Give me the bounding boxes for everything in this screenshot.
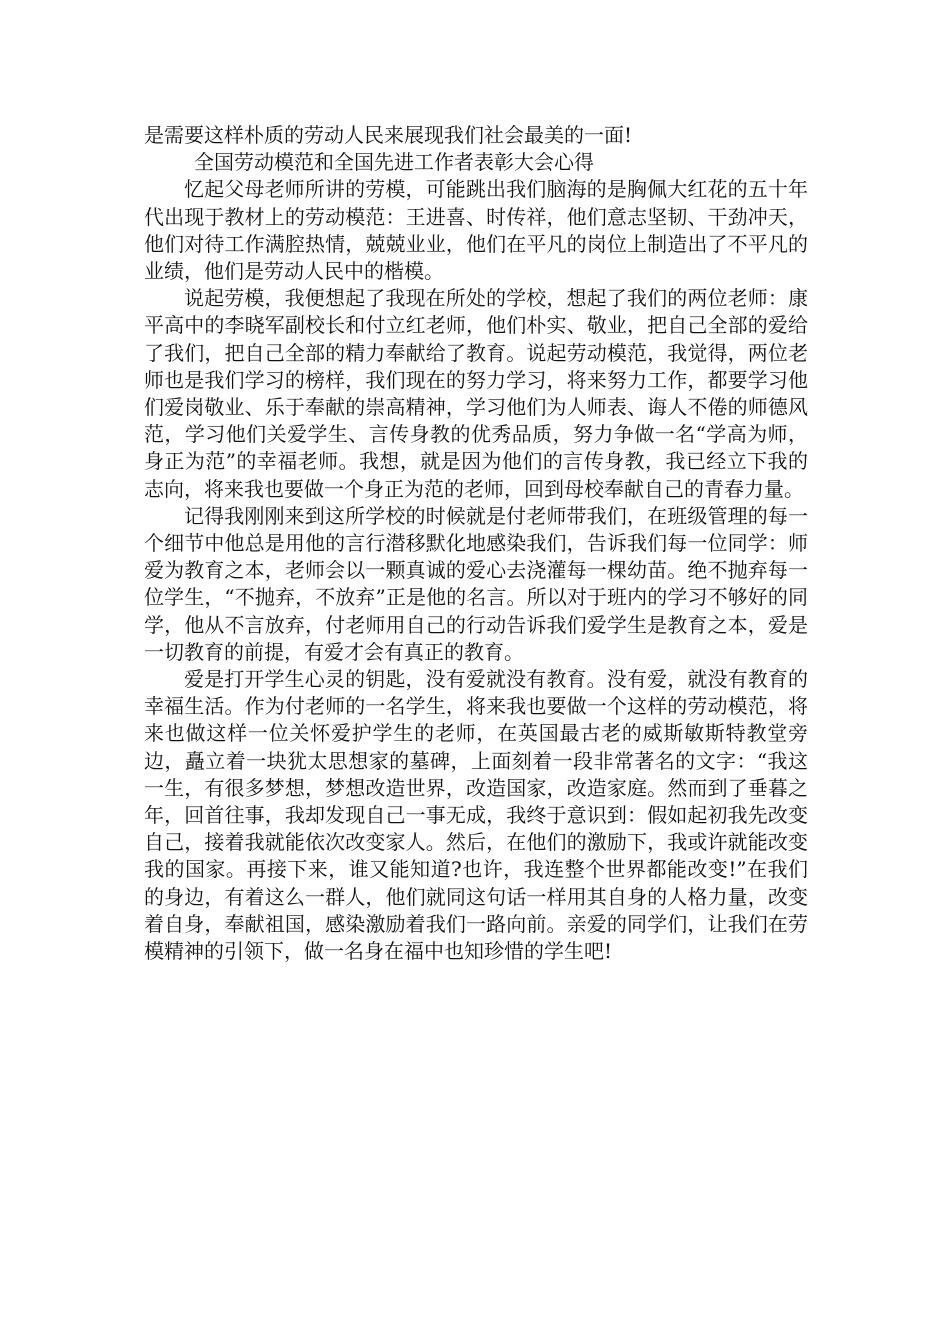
lead-paragraph: 是需要这样朴质的劳动人民来展现我们社会最美的一面! — [144, 123, 633, 147]
body-paragraph-1: 忆起父母老师所讲的劳模，可能跳出我们脑海的是胸佩大红花的五十年代出现于教材上的劳动模范：王进喜、时传祥，他们意志坚韧、干劲冲天，他们对待工作满腔热情，兢兢业业，他们在平凡的岗位上制造出了不平凡的业绩，他们是劳动人民中的楷模。 — [144, 177, 808, 284]
document-title: 全国劳动模范和全国先进工作者表彰大会心得 — [194, 150, 594, 175]
body-paragraph-3: 记得我刚刚来到这所学校的时候就是付老师带我们，在班级管理的每一个细节中他总是用他的言行潜移默化地感染我们，告诉我们每一位同学：师爱为教育之本，老师会以一颗真诚的爱心去浇灌每一棵幼苗。绝不抛弃每一位学生，“不抛弃，不放弃”正是他的名言。所以对于班内的学习不够好的同学，他从不言放弃，付老师用自己的行动告诉我们爱学生是教育之本，爱是一切教育的前提，有爱才会有真正的教育。 — [144, 503, 808, 664]
document-page — [144, 122, 808, 965]
body-paragraph-4: 爱是打开学生心灵的钥匙，没有爱就没有教育。没有爱，就没有教育的幸福生活。作为付老师的一名学生，将来我也要做一个这样的劳动模范，将来也做这样一位关怀爱护学生的老师，在英国最古老的威斯敏斯特教堂旁边，矗立着一块犹太思想家的墓碑，上面刻着一段非常著名的文字：“我这一生，有很多梦想，梦想改造世界，改造国家，改造家庭。然而到了垂暮之年，回首往事，我却发现自己一事无成，我终于意识到：假如起初我先改变自己，接着我就能依次改变家人。然后，在他们的激励下，我或许就能改变我的国家。再接下来，谁又能知道?也许，我连整个世界都能改变!”在我们的身边，有着这么一群人，他们就同这句话一样用其自身的人格力量，改变着自身，奉献祖国，感染激励着我们一路向前。亲爱的同学们，让我们在劳模精神的引领下，做一名身在福中也知珍惜的学生吧! — [144, 667, 808, 964]
body-paragraph-2: 说起劳模，我便想起了我现在所处的学校，想起了我们的两位老师：康平高中的李晓军副校长和付立红老师，他们朴实、敬业，把自己全部的爱给了我们，把自己全部的精力奉献给了教育。说起劳动模范，我觉得，两位老师也是我们学习的榜样，我们现在的努力学习，将来努力工作，都要学习他们爱岗敬业、乐于奉献的崇高精神，学习他们为人师表、诲人不倦的师德风范，学习他们关爱学生、言传身教的优秀品质，努力争做一名“学高为师，身正为范”的幸福老师。我想，就是因为他们的言传身教，我已经立下我的志向，将来我也要做一个身正为范的老师，回到母校奉献自己的青春力量。 — [144, 286, 808, 501]
